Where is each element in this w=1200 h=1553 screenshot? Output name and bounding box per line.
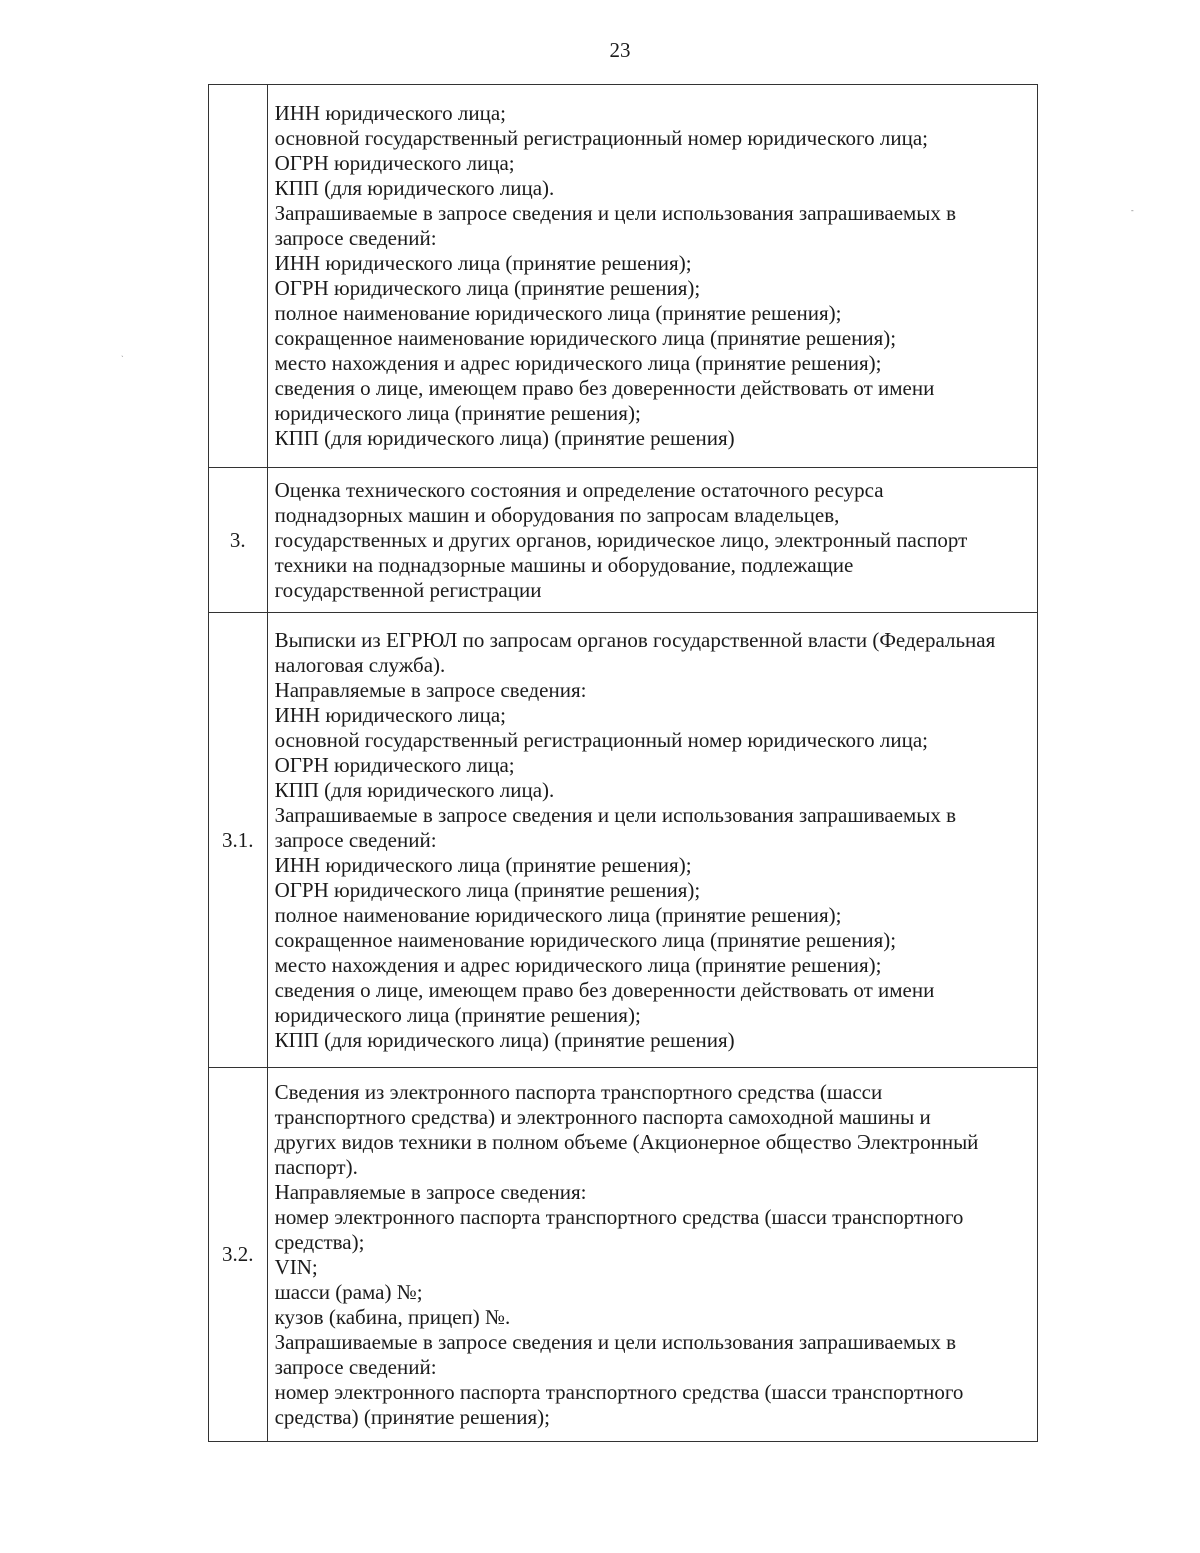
table-row <box>209 85 1038 468</box>
text-line: других видов техники в полном объеме (Акционерное общество Электронный <box>274 1129 979 1154</box>
text-line: Направляемые в запросе сведения: <box>274 677 587 702</box>
text-line: ОГРН юридического лица; <box>274 151 515 175</box>
text-line: ИНН юридического лица (принятие решения); <box>274 251 692 275</box>
text-line: VIN; <box>274 1254 318 1279</box>
text-line: ИНН юридического лица (принятие решения); <box>274 852 692 877</box>
text-line: запросе сведений: <box>274 226 437 250</box>
text-line: номер электронного паспорта транспортного средства (шасси транспортного <box>274 1379 964 1404</box>
row-number <box>209 85 268 468</box>
table-row <box>209 1068 1038 1442</box>
text-line: поднадзорных машин и оборудования по запросам владельцев, <box>274 502 840 527</box>
table-row <box>209 468 1038 613</box>
text-line: государственной регистрации <box>274 577 542 602</box>
text-line: КПП (для юридического лица) (принятие решения) <box>274 426 735 450</box>
scan-speck: ˏ <box>121 348 124 357</box>
page-number: 23 <box>609 38 631 62</box>
text-line: сокращенное наименование юридического лица (принятие решения); <box>274 927 897 952</box>
text-line: номер электронного паспорта транспортного средства (шасси транспортного <box>274 1204 964 1229</box>
row-text <box>267 1068 1037 1442</box>
text-line: средства); <box>274 1229 365 1254</box>
text-line: паспорт). <box>274 1154 358 1179</box>
text-line: КПП (для юридического лица). <box>274 176 555 200</box>
text-line: полное наименование юридического лица (принятие решения); <box>274 301 842 325</box>
text-line: сокращенное наименование юридического лица (принятие решения); <box>274 326 897 350</box>
text-line: Сведения из электронного паспорта транспортного средства (шасси <box>274 1079 883 1104</box>
table-row <box>209 613 1038 1068</box>
text-line: КПП (для юридического лица). <box>274 777 555 802</box>
text-line: государственных и других органов, юридическое лицо, электронный паспорт <box>274 527 968 552</box>
text-line: шасси (рама) №; <box>274 1279 423 1304</box>
row-text <box>267 613 1037 1068</box>
text-line: средства) (принятие решения); <box>274 1404 550 1429</box>
text-line: техники на поднадзорные машины и оборудование, подлежащие <box>274 552 854 577</box>
row-number: 3.2. <box>209 1068 268 1442</box>
text-line: место нахождения и адрес юридического лица (принятие решения); <box>274 952 882 977</box>
text-line: налоговая служба). <box>274 652 446 677</box>
text-line: Выписки из ЕГРЮЛ по запросам органов государственной власти (Федеральная <box>274 627 996 652</box>
text-line: ОГРН юридического лица; <box>274 752 515 777</box>
text-line: Запрашиваемые в запросе сведения и цели использования запрашиваемых в <box>274 201 957 225</box>
text-line: КПП (для юридического лица) (принятие решения) <box>274 1027 735 1052</box>
text-line: ОГРН юридического лица (принятие решения); <box>274 276 701 300</box>
text-line: Запрашиваемые в запросе сведения и цели использования запрашиваемых в <box>274 1329 957 1354</box>
text-line: ИНН юридического лица; <box>274 101 506 125</box>
row-text <box>267 85 1037 468</box>
row-number: 3. <box>209 468 268 613</box>
row-text <box>267 468 1037 613</box>
document-table <box>208 84 1038 1442</box>
text-line: запросе сведений: <box>274 827 437 852</box>
text-line: Оценка технического состояния и определение остаточного ресурса <box>274 477 884 502</box>
row-number: 3.1. <box>209 613 268 1068</box>
text-line: кузов (кабина, прицеп) №. <box>274 1304 511 1329</box>
scan-speck: - <box>1131 206 1134 215</box>
text-line: ИНН юридического лица; <box>274 702 506 727</box>
text-line: запросе сведений: <box>274 1354 437 1379</box>
text-line: Направляемые в запросе сведения: <box>274 1179 587 1204</box>
text-line: ОГРН юридического лица (принятие решения); <box>274 877 701 902</box>
text-line: Запрашиваемые в запросе сведения и цели использования запрашиваемых в <box>274 802 957 827</box>
text-line: основной государственный регистрационный номер юридического лица; <box>274 727 928 752</box>
text-line: транспортного средства) и электронного паспорта самоходной машины и <box>274 1104 931 1129</box>
text-line: основной государственный регистрационный номер юридического лица; <box>274 126 928 150</box>
text-line: место нахождения и адрес юридического лица (принятие решения); <box>274 351 882 375</box>
text-line: юридического лица (принятие решения); <box>274 1002 641 1027</box>
text-line: сведения о лице, имеющем право без доверенности действовать от имени <box>274 376 935 400</box>
text-line: юридического лица (принятие решения); <box>274 401 641 425</box>
text-line: полное наименование юридического лица (принятие решения); <box>274 902 842 927</box>
text-line: сведения о лице, имеющем право без доверенности действовать от имени <box>274 977 935 1002</box>
